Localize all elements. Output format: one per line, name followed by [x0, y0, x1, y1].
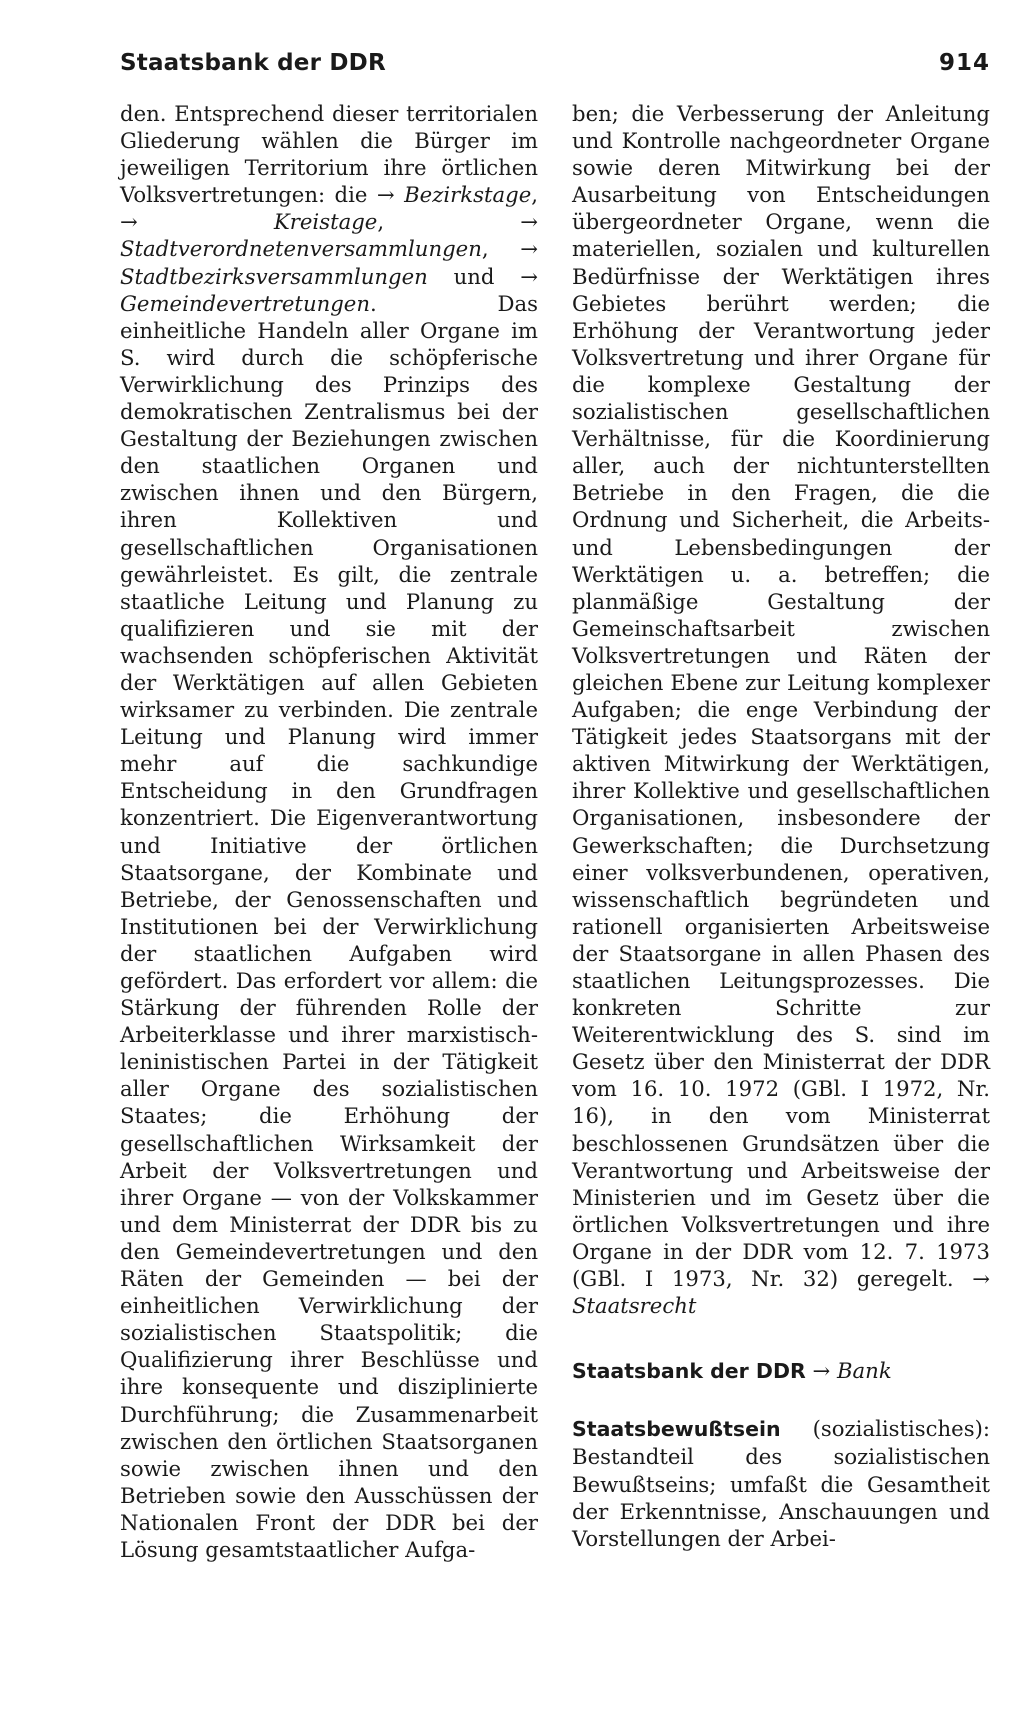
entry-headword: Staatsbank der DDR: [572, 1359, 806, 1384]
arrow: →: [805, 1358, 837, 1384]
cross-reference-link[interactable]: Staatsrecht: [572, 1293, 697, 1319]
running-header: [120, 50, 990, 86]
dictionary-entry: [572, 1415, 990, 1551]
text-run: den. Entsprechend dieser territorialen Gliederung wählen die Bürger im jeweiligen Territorium ihre örtlichen Volksvertretungen: die →: [120, 101, 538, 208]
text-run: , →: [377, 209, 538, 235]
text-run: und →: [427, 263, 538, 289]
entry-spacer: [572, 1319, 990, 1357]
cross-reference-link[interactable]: Bezirkstage: [404, 182, 532, 208]
text-run: . Das einheitliche Handeln aller Organe im S. wird durch die schöpferische Verwirklichung des Prinzips des demokratischen Zentralismus bei der Gestaltung der Beziehungen zwischen den staatlichen Organen und zwischen ihnen und den Bürgern, ihren Kollektiven und gesellschaftlichen Organisationen gewährleistet. Es gilt, die zentrale staatliche Leitung und Planung zu qualifizieren und sie mit der wachsenden schöpferischen Aktivität der Werktätigen auf allen Gebieten wirksamer zu verbinden. Die zentrale Leitung und Planung wird immer mehr auf die sachkundige Entscheidung in den Grundfragen konzentriert. Die Eigenverantwortung und Initiative der örtlichen Staatsorgane, der Kombinate und Betriebe, der Genossenschaften und Institutionen bei der Verwirklichung der staatlichen Aufgaben wird gefördert. Das erfordert vor allem: die Stärkung der führenden Rolle der Arbeiterklasse und ihrer marxistisch-leninistischen Partei in der Tätigkeit aller Organe des sozialistischen Staates; die Erhöhung der gesellschaftlichen Wirksamkeit der Arbeit der Volksvertretungen und ihrer Organe — von der Volkskammer und dem Ministerrat der DDR bis zu den Gemeindevertretungen und den Räten der Gemeinden — bei der einheitlichen Verwirklichung der sozialistischen Staatspolitik; die Qualifizierung ihrer Beschlüsse und ihre konsequente und disziplinierte Durchführung; die Zusammenarbeit zwischen den örtlichen Staatsorganen sowie zwischen ihnen und den Betrieben sowie den Ausschüssen der Nationalen Front der DDR bei der Lösung gesamtstaatlicher Aufga-: [120, 290, 538, 1562]
left-column: [120, 100, 538, 1563]
cross-reference-link[interactable]: Bank: [836, 1358, 892, 1384]
cross-reference-link[interactable]: Stadtverordnetenversammlungen: [120, 236, 482, 262]
text-run: , →: [120, 182, 538, 235]
cross-reference-link[interactable]: Kreistage: [273, 209, 378, 235]
entry-spacer: [572, 1385, 990, 1415]
entry-definition: (sozialistisches): Bestandteil des sozialistischen Bewußtseins; umfaßt die Gesamtheit der Erkenntnisse, Anschauungen und Vorstellungen der Arbei-: [572, 1416, 990, 1551]
text-run: , →: [481, 236, 538, 262]
running-head-title: Staatsbank der DDR: [120, 50, 386, 76]
cross-reference-link[interactable]: Gemeindevertretungen: [120, 290, 370, 316]
page-number: 914: [938, 50, 990, 76]
cross-reference-link[interactable]: Stadtbezirksversammlungen: [120, 263, 428, 289]
body-paragraph-left: [120, 100, 538, 1563]
entry-headword: Staatsbewußtsein: [572, 1417, 781, 1442]
text-run: ben; die Verbesserung der Anleitung und Kontrolle nachgeordneter Organe sowie deren Mitwirkung bei der Ausarbeitung von Entscheidungen übergeordneter Organe, wenn die materiellen, sozialen und kulturellen Bedürfnisse der Werktätigen ihres Gebietes berührt werden; die Erhöhung der Verantwortung jeder Volksvertretung und ihrer Organe für die komplexe Gestaltung der sozialistischen gesellschaftlichen Verhältnisse, für die Koordinierung aller, auch der nichtunterstellten Betriebe in den Fragen, die die Ordnung und Sicherheit, die Arbeits- und Lebensbedingungen der Werktätigen u. a. betreffen; die planmäßige Gestaltung der Gemeinschaftsarbeit zwischen Volksvertretungen und Räten der gleichen Ebene zur Leitung komplexer Aufgaben; die enge Verbindung der Tätigkeit jedes Staatsorgans mit der aktiven Mitwirkung der Werktätigen, ihrer Kollektive und gesellschaftlichen Organisationen, insbesondere der Gewerkschaften; die Durchsetzung einer volksverbundenen, operativen, wissenschaftlich begründeten und rationell organisierten Arbeitsweise der Staatsorgane in allen Phasen des staatlichen Leitungsprozesses. Die konkreten Schritte zur Weiterentwicklung des S. sind im Gesetz über den Ministerrat der DDR vom 16. 10. 1972 (GBl. I 1972, Nr. 16), in den vom Ministerrat beschlossenen Grundsätzen über die Verantwortung und Arbeitsweise der Ministerien und im Gesetz über die örtlichen Volksvertretungen und ihre Organe in der DDR vom 12. 7. 1973 (GBl. I 1973, Nr. 32) geregelt. →: [572, 101, 990, 1292]
body-paragraph-right: [572, 100, 990, 1319]
dictionary-entry: [572, 1357, 990, 1385]
right-column: [572, 100, 990, 1552]
